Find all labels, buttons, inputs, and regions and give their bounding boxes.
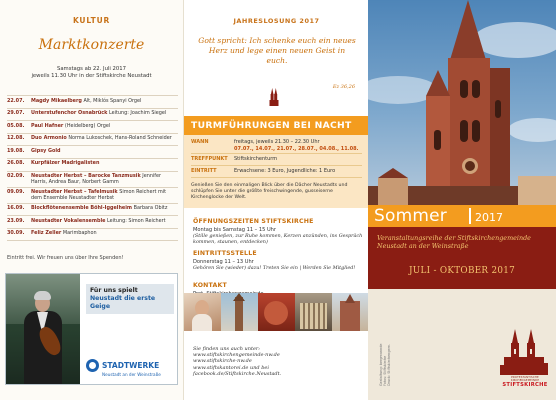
tour-when-time: freitags, jeweils 21.30 – 22.30 Uhr — [234, 139, 320, 145]
list-item — [7, 187, 178, 203]
thumbnail-church-photo — [332, 293, 368, 331]
tour-meet-label: TREFFPUNKT — [191, 156, 228, 162]
brand-subtitle: PROTESTANTISCHE KIRCHENGEMEINDE — [510, 376, 540, 382]
entrance-info — [193, 250, 363, 271]
brand-name: STIFTSKIRCHE — [502, 382, 548, 388]
stadtwerke-ad — [5, 273, 178, 385]
section-title-jahreslosung: JAHRESLOSUNG 2017 — [233, 17, 320, 25]
tour-when-row — [191, 139, 366, 152]
concert-list — [7, 95, 178, 241]
cover-subtitle-block — [368, 227, 556, 289]
event-date: 12.08. — [7, 135, 25, 142]
concerts-title: Marktkonzerte — [38, 37, 145, 53]
cover-subtitle-line1: Veranstaltungsreihe der Stiftskirchengemeinde — [377, 234, 531, 242]
panel-cover — [368, 0, 556, 400]
list-item — [7, 95, 178, 108]
stadtwerke-logo — [86, 359, 159, 372]
opening-hours — [193, 218, 363, 245]
event-detail: Jennifer Harris, Andrea Baur, Norbert Gamm — [31, 173, 162, 186]
thumbnail-organ-photo — [295, 293, 332, 331]
thumbnail-child-photo — [184, 293, 221, 331]
credit-line: Druck: Stiftskirchengem. — [387, 344, 392, 386]
title-year: 2017 — [475, 211, 503, 224]
night-tours-title: TURMFÜHRUNGEN BEI NACHT — [191, 120, 352, 131]
event-performer: Neustadter Herbst – Barocke Tanzmusik — [31, 173, 141, 180]
link-website[interactable]: www.stiftskirche-nw.de — [193, 358, 252, 365]
event-date: 09.09. — [7, 189, 25, 196]
concerts-subtitle-line1: Samstags ab 22. Juli 2017 — [56, 66, 127, 72]
church-icon — [269, 88, 279, 106]
list-item — [7, 215, 178, 228]
event-date: 19.08. — [7, 147, 25, 154]
entrance-times: Donnerstag 11 – 13 Uhr — [193, 258, 254, 265]
entrance-title: EINTRITTSSTELLE — [193, 250, 257, 257]
section-title-kultur: KULTUR — [72, 16, 111, 25]
ad-tagline-line2: Neustadt die erste Geige — [90, 295, 156, 310]
credit-line: Fotos: Stiftskirche — [383, 355, 388, 386]
event-date: 23.09. — [7, 217, 25, 224]
event-performer: Magdy Mikaelberg — [31, 97, 82, 104]
tour-meet-value: Stiftskirchenturm — [234, 156, 278, 162]
print-credits — [379, 340, 419, 390]
event-performer: Gipsy Gold — [31, 147, 61, 154]
concerts-subtitle-line2: jeweils 11.30 Uhr in der Stiftskirche Neustadt — [31, 73, 152, 80]
tour-entry-value: Erwachsene: 3 Euro, Jugendliche: 1 Euro — [234, 168, 336, 174]
stadtwerke-name: STADTWERKE — [102, 361, 160, 370]
ad-tagline-line1: Für uns spielt — [90, 287, 138, 294]
church-tower-photo — [368, 0, 556, 205]
event-detail: Alt, Miklós Spanyi Orgel — [81, 97, 142, 104]
cover-date-range: JULI - OKTOBER 2017 — [408, 266, 516, 276]
quote-reference: Ez 36,26 — [332, 84, 355, 90]
link-website[interactable]: www.stiftskirchengemeinde-nw.de — [193, 352, 280, 359]
title-bar — [368, 205, 556, 227]
online-links-heading: Sie finden uns auch unter: — [193, 346, 260, 352]
event-date: 02.09. — [7, 173, 25, 180]
event-detail: Leitung: Simon Reichert — [105, 217, 166, 224]
stadtwerke-logo-icon — [86, 359, 99, 372]
tour-meet-row — [191, 156, 366, 163]
event-date: 30.09. — [7, 230, 25, 237]
event-detail: Norma Lukoschek, Hans-Roland Schneider — [66, 135, 172, 142]
church-tower-illustration — [368, 0, 556, 205]
event-detail: Barbara Obitz — [132, 205, 168, 212]
link-website[interactable]: www.stiftskantorei.de und bei — [193, 364, 269, 371]
entrance-note: Gehören Sie (wieder) dazu! Treten Sie ein | Werden Sie Mitglied! — [193, 264, 356, 271]
event-date: 22.07. — [7, 97, 25, 104]
stadtwerke-city: Neustadt an der Weinstraße — [102, 372, 161, 377]
free-entry-note: Eintritt frei. Wir freuen uns über Ihre Spenden! — [7, 255, 124, 261]
event-detail: Simon Reichert mit dem Ensemble Neustadter Herbst — [31, 189, 166, 202]
event-performer: Feliz Zeller — [31, 230, 62, 237]
night-tours-box — [184, 116, 368, 208]
list-item — [7, 108, 178, 121]
ad-tagline — [86, 284, 174, 314]
concerts-subtitle — [6, 66, 177, 80]
photo-strip — [184, 293, 368, 331]
link-facebook[interactable]: facebook.de/Stiftskirche.Neustadt. — [193, 370, 282, 377]
list-item — [7, 133, 178, 146]
list-item — [7, 203, 178, 216]
event-performer: Duo Armonio — [31, 135, 67, 142]
tour-description: Genießen Sie den einmaligen Blick über die Dächer Neustadts und schlüpfen Sie unter die größte freischwingende, gusseiserne Kirchenglocke der Welt. — [191, 183, 348, 201]
contact-title: KONTAKT — [193, 282, 227, 289]
event-performer: Paul Hafner — [31, 122, 64, 129]
annual-motto-quote: Gott spricht: Ich schenke euch ein neues Herz und lege einen neuen Geist in euch. — [198, 36, 356, 65]
event-date: 05.08. — [7, 122, 25, 129]
opening-hours-note: (Stille genießen, zur Ruhe kommen, Kerzen anzünden, ins Gespräch kommen, staunen, entdecken) — [193, 232, 363, 246]
stiftskirche-logo — [496, 329, 552, 393]
online-links — [193, 346, 363, 377]
event-detail: Marimbaphon — [61, 230, 97, 237]
tour-when-label: WANN — [191, 139, 209, 145]
event-performer: Neustadter Vokalensemble — [31, 217, 106, 224]
list-item — [7, 171, 178, 187]
event-date: 29.07. — [7, 110, 25, 117]
opening-hours-times: Montag bis Samstag 11 – 15 Uhr — [193, 226, 276, 233]
event-performer: Kurpfälzer Madrigalisten — [31, 160, 100, 167]
event-performer: Neustadter Herbst – Tafelmusik — [31, 189, 118, 196]
list-item — [7, 228, 178, 241]
event-performer: Blockflötenensemble Böhl-Iggelheim — [31, 205, 133, 212]
event-detail: (Heidelberg) Orgel — [63, 122, 111, 129]
thumbnail-tower-photo — [221, 293, 258, 331]
tour-dates: 07.07., 14.07., 21.07., 28.07., 04.08., 11.08. — [234, 145, 359, 152]
list-item — [7, 120, 178, 133]
event-detail: Leitung: Joachim Siegel — [107, 110, 167, 117]
credit-line: Gestaltung: bergmannde — [379, 343, 383, 386]
sommer-title: Sommer — [374, 206, 447, 226]
cover-subtitle-line2: Neustadt an der Weinstraße — [377, 242, 469, 251]
violinist-photo — [6, 274, 80, 384]
list-item — [7, 145, 178, 158]
tour-entry-label: EINTRITT — [191, 168, 217, 174]
panel-kultur — [0, 0, 183, 400]
tour-entry-row — [191, 168, 366, 175]
event-performer: Unterstufenchor Osnabrück — [31, 110, 108, 117]
event-date: 16.09. — [7, 205, 25, 212]
church-logo-icon — [496, 329, 552, 375]
list-item — [7, 158, 178, 171]
opening-hours-title: ÖFFNUNGSZEITEN STIFTSKIRCHE — [193, 218, 314, 225]
panel-info — [183, 0, 368, 400]
event-date: 26.08. — [7, 160, 25, 167]
thumbnail-bell-photo — [258, 293, 295, 331]
